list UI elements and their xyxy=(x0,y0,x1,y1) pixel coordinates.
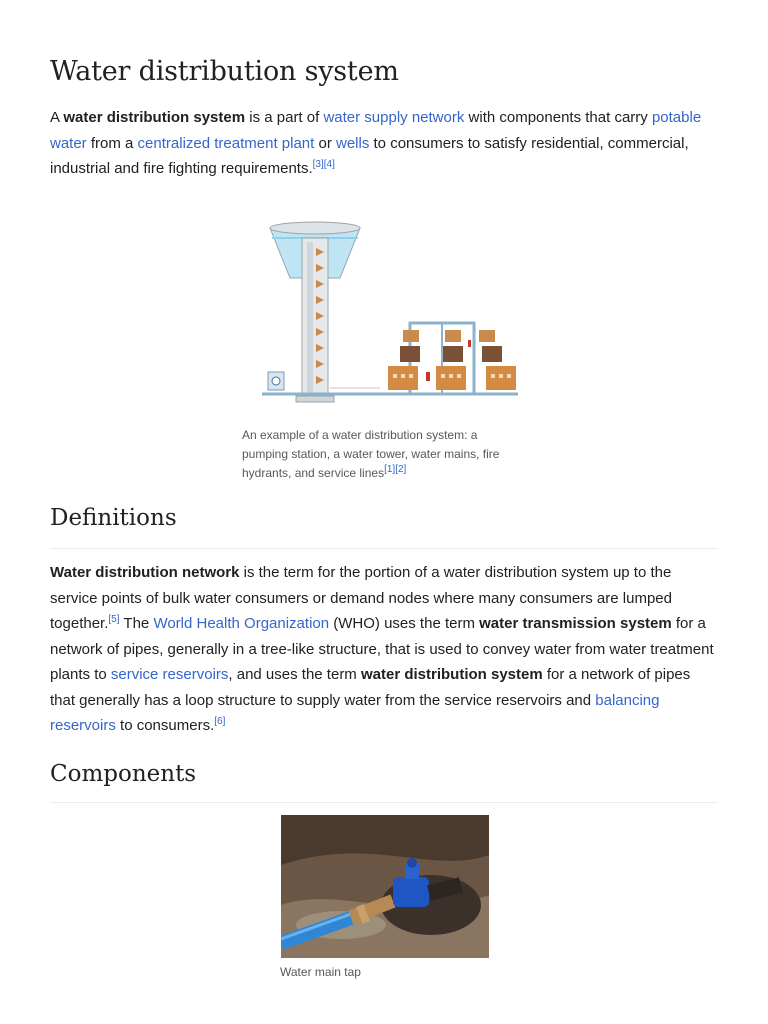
text: A xyxy=(50,109,64,126)
water-system-illustration xyxy=(260,208,522,408)
text: with components that carry xyxy=(464,109,652,126)
text: or xyxy=(314,134,336,152)
citation-link[interactable]: [1][2] xyxy=(384,464,407,475)
text: , and uses the term xyxy=(228,666,361,683)
section-heading-definitions: Definitions xyxy=(50,505,177,531)
link-wells[interactable]: wells xyxy=(336,134,370,152)
text: for a network of pipes, generally in a tree-like structure, that is used to convey water from water treatment plants to xyxy=(50,615,714,683)
section-divider xyxy=(50,548,718,549)
text: from a xyxy=(86,134,138,152)
link-centralized-treatment-plant[interactable]: centralized treatment plant xyxy=(137,134,315,152)
water-system-diagram[interactable] xyxy=(260,208,522,408)
text: is a part of xyxy=(245,109,324,126)
section-heading-components: Components xyxy=(50,761,197,787)
link-water-supply-network[interactable]: water supply network xyxy=(323,109,465,126)
caption-text: Water main tap xyxy=(280,965,361,979)
citation-link[interactable]: [6] xyxy=(214,716,226,727)
term-bold: water distribution system xyxy=(63,109,246,126)
caption-text: An example of a water distribution system: a pumping station, a water tower, water mains, fire hydrants, and service lines xyxy=(242,428,500,480)
link-balancing-reservoirs[interactable]: balancing reservoirs xyxy=(50,691,660,734)
definitions-paragraph xyxy=(50,560,718,739)
link-world-health-organization[interactable]: World Health Organization xyxy=(153,615,330,632)
text: is the term for the portion of a water distribution system up to the service points of bulk water consumers or demand nodes where many consumers are lumped together. xyxy=(50,564,672,632)
text: The xyxy=(119,615,154,632)
text: to consumers. xyxy=(115,717,215,734)
intro-paragraph xyxy=(50,105,718,182)
section-divider xyxy=(50,802,718,803)
term-bold: water distribution system xyxy=(360,666,543,683)
text: for a network of pipes that generally has a loop structure to supply water from the service reservoirs and xyxy=(50,666,691,709)
link-service-reservoirs[interactable]: service reservoirs xyxy=(110,666,229,683)
figure-caption xyxy=(242,426,514,483)
citation-link[interactable]: [3][4] xyxy=(312,159,335,170)
term-bold: Water distribution network xyxy=(50,564,240,581)
page-title: Water distribution system xyxy=(50,56,399,87)
figure-caption xyxy=(280,963,500,982)
link-potable-water[interactable]: potable water xyxy=(50,109,702,152)
water-main-tap-photo xyxy=(281,815,489,958)
term-bold: water transmission system xyxy=(479,615,672,632)
water-main-tap-image[interactable] xyxy=(281,815,489,958)
text: (WHO) uses the term xyxy=(329,615,480,632)
citation-link[interactable]: [5] xyxy=(108,614,120,625)
text: to consumers to satisfy residential, commercial, industrial and fire fighting requirements. xyxy=(50,134,689,177)
